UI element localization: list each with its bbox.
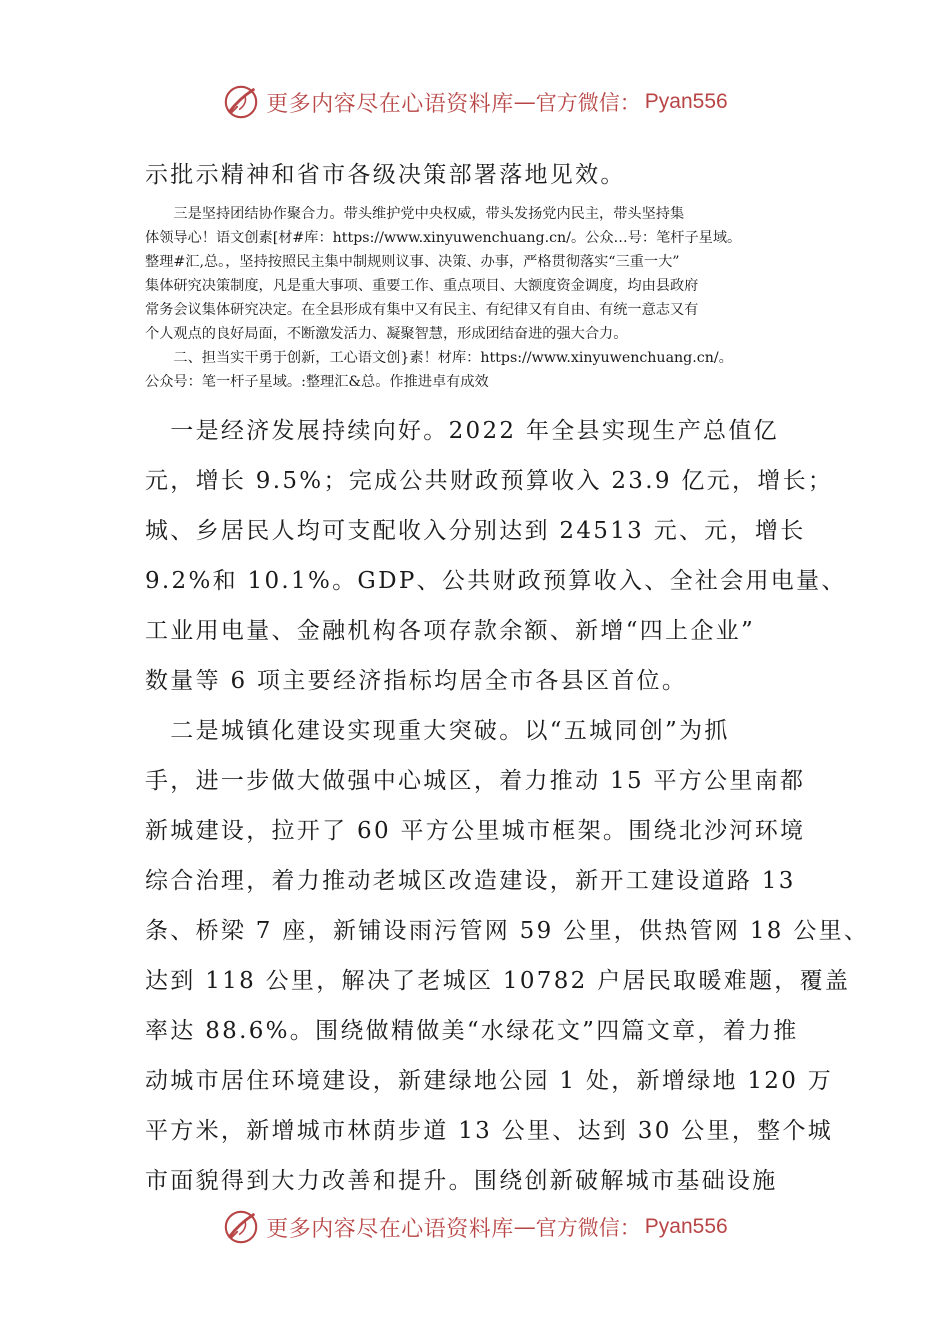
banner-wechat-id: Pyan556 [644,90,728,113]
small-text-line: 体领导心！语文创素[材#库：https://www.xinyuwenchuang.cn/。公众…号：笔杆子星域。 [145,230,742,246]
text-line: 元，增长 9.5%；完成公共财政预算收入 23.9 亿元，增长； [145,468,834,494]
text-line: 综合治理，着力推动老城区改造建设，新开工建设道路 13 [145,868,796,894]
document-body [145,150,870,1206]
paragraph-urbanization [145,706,870,1206]
text-line: 工业用电量、金融机构各项存款余额、新增“四上企业” [145,618,756,644]
small-text-line: 整理#汇,总。，坚持按照民主集中制规则议事、决策、办事，严格贯彻落实“三重一大” [145,254,680,270]
text-line: 示批示精神和省市各级决策部署落地见效。 [145,162,626,188]
text-line: 二是城镇化建设实现重大突破。以“五城同创”为抓 [145,718,730,744]
small-text-line: 二、担当实干勇于创新，工心语文创}素！材库：https://www.xinyuwenchuang.cn/。 [145,350,733,366]
banner-separator: — [513,1214,536,1240]
text-line: 9.2%和 10.1%。GDP、公共财政预算收入、全社会用电量、 [145,568,847,594]
small-text-line: 公众号：笔一杆子星域。:整理汇&总。作推进卓有成效 [145,374,489,390]
text-line: 数量等 6 项主要经济指标均居全市各县区首位。 [145,668,688,694]
banner-text: 更多内容尽在心语资料库 [266,1216,514,1242]
text-line: 平方米，新增城市林荫步道 13 公里、达到 30 公里，整个城 [145,1118,834,1144]
small-text-block [145,202,815,394]
small-text-line: 常务会议集体研究决定。在全县形成有集中又有民主、有纪律又有自由、有统一意志又有 [145,302,699,318]
banner-text: 更多内容尽在心语资料库 [266,91,514,117]
text-line: 城、乡居民人均可支配收入分别达到 24513 元、元，增长 [145,518,806,544]
text-line: 市面貌得到大力改善和提升。围绕创新破解城市基础设施 [145,1168,778,1194]
pen-circle-logo-icon [222,1208,260,1246]
text-line: 新城建设，拉开了 60 平方公里城市框架。围绕北沙河环境 [145,818,806,844]
header-banner [0,80,950,124]
text-line: 条、桥梁 7 座，新铺设雨污管网 59 公里，供热管网 18 公里、 [145,918,870,944]
small-text-line: 集体研究决策制度，凡是重大事项、重要工作、重点项目、大额度资金调度，均由县政府 [145,278,699,294]
text-line: 手，进一步做大做强中心城区，着力推动 15 平方公里南都 [145,768,806,794]
small-text-line: 三是坚持团结协作聚合力。带头维护党中央权威，带头发扬党内民主，带头坚持集 [145,206,685,222]
paragraph-economy [145,406,847,706]
text-line: 动城市居住环境建设，新建绿地公园 1 处，新增绿地 120 万 [145,1068,834,1094]
text-line: 达到 118 公里，解决了老城区 10782 户居民取暖难题，覆盖 [145,968,851,994]
footer-banner [0,1205,950,1249]
banner-separator: — [513,89,536,115]
banner-wechat-id: Pyan556 [644,1215,728,1238]
banner-wechat-label: 官方微信： [535,1216,641,1240]
text-line: 一是经济发展持续向好。2022 年全县实现生产总值亿 [145,418,779,444]
text-line: 率达 88.6%。围绕做精做美“水绿花文”四篇文章，着力推 [145,1018,799,1044]
banner-wechat-label: 官方微信： [535,91,641,115]
small-text-line: 个人观点的良好局面，不断激发活力、凝聚智慧，形成团结奋进的强大合力。 [145,326,628,342]
pen-circle-logo-icon [222,83,260,121]
